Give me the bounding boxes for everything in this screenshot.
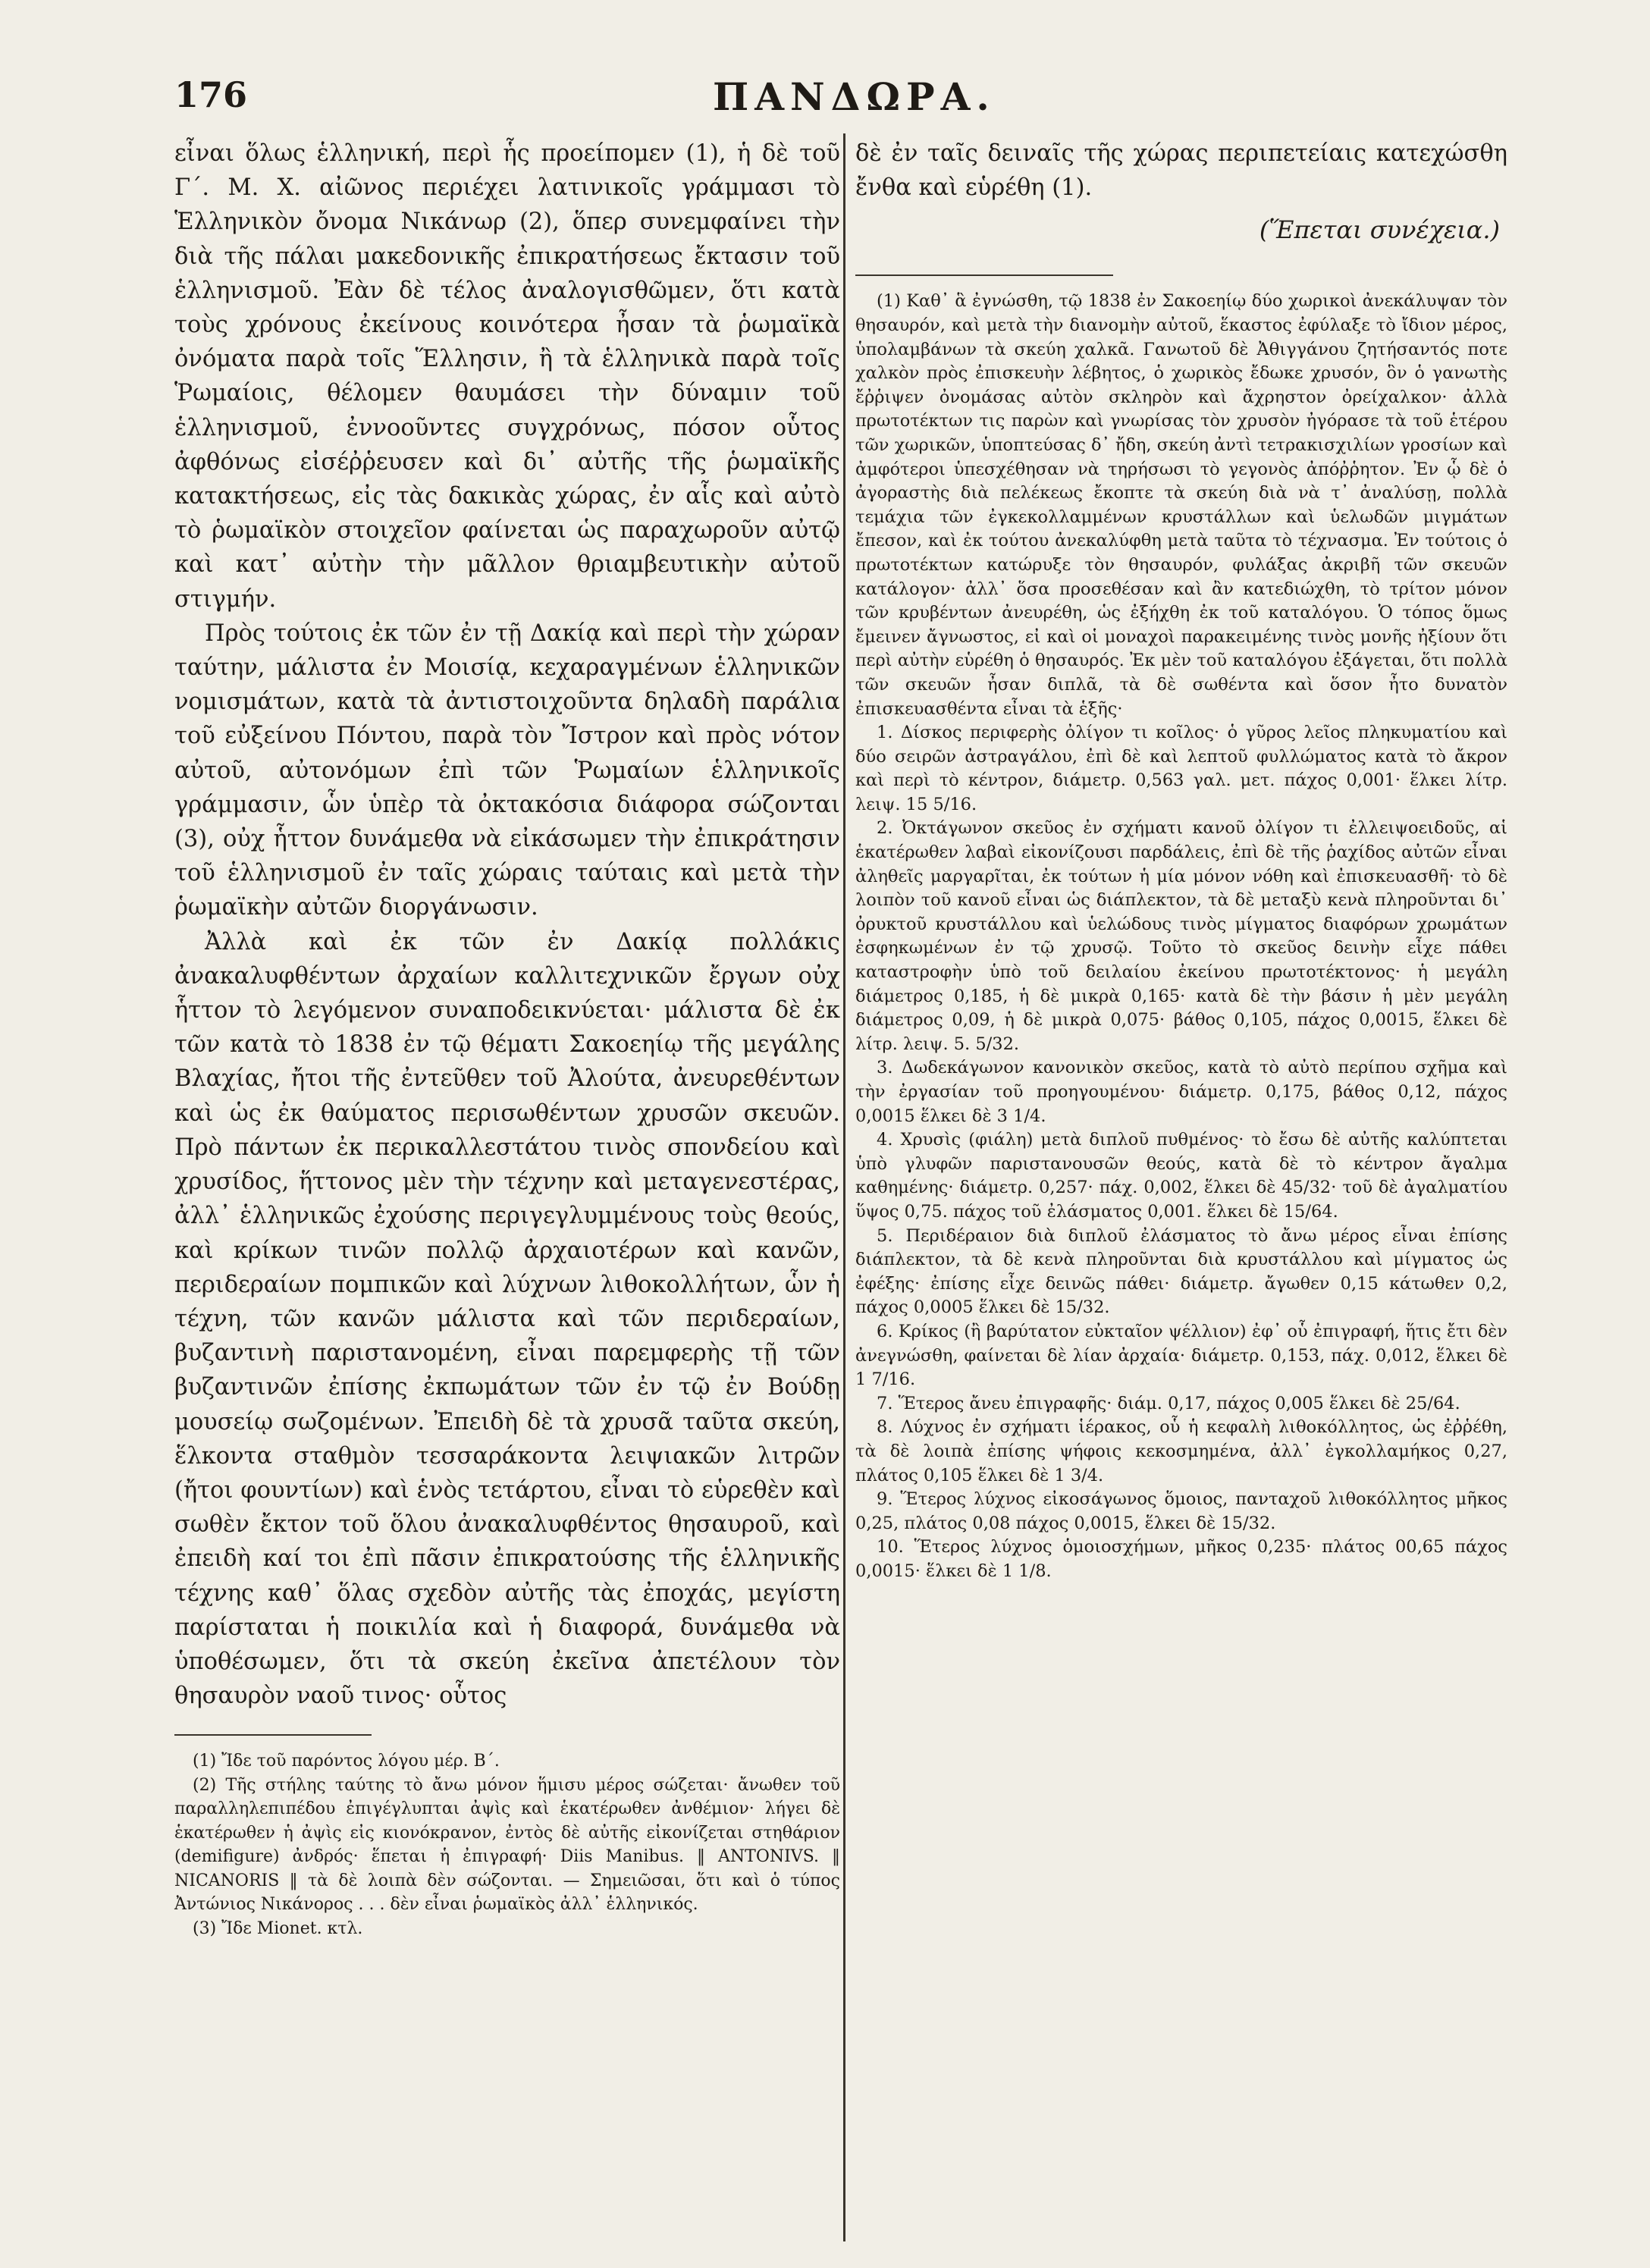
footnote-rule-right <box>855 274 1113 276</box>
continuation-note: (Ἕπεται συνέχεια.) <box>1259 215 1500 245</box>
list-item: 10. Ἕτερος λύχνος ὁμοιοσχήμων, μῆκος 0,235· πλάτος 00,65 πάχος 0,0015· ἕλκει δὲ 1 1/8. <box>855 1537 1507 1581</box>
list-item: 1. Δίσκος περιφερὴς ὀλίγον τι κοῖλος· ὁ γῦρος λεῖος πληκυματίου καὶ δύο σειρῶν ἀστραγάλου, ἐπὶ δὲ καὶ λεπτοῦ φυλλώματος κατὰ τὸ ἄκρον καὶ περὶ τὸ κέντρον, διάμετρ. 0,563 γαλ. μετ. πάχος 0,001· ἕλκει λίτρ. λειψ. 15 5/16. <box>855 723 1507 814</box>
list-item: 5. Περιδέραιον διὰ διπλοῦ ἐλάσματος τὸ ἄνω μέρος εἶναι ἐπίσης διάπλεκτον, τὰ δὲ κενὰ πληροῦνται διὰ κρυστάλλου καὶ μίγματος ὡς ἐφέξης· ἐπίσης εἶχε δεινῶς πάθει· διάμετρ. ἄγωθεν 0,15 κάτωθεν 0,2, πάχος 0,0005 ἕλκει δὲ 15/32. <box>855 1225 1507 1318</box>
running-head-title: ΠΑΝΔΩΡΑ. <box>713 74 996 119</box>
footnote-1: (1) Ἴδε τοῦ παρόντος λόγου μέρ. Β΄. <box>193 1752 500 1771</box>
right-column <box>855 136 1507 1583</box>
list-item: 6. Κρίκος (ἢ βαρύτατον εὐκταῖον ψέλλιον) ἐφ᾽ οὗ ἐπιγραφή, ἥτις ἔτι δὲν ἀνεγνώσθη, φαίνεται δὲ λίαν ἀρχαία· διάμετρ. 0,153, πάχ. 0,012, ἕλκει δὲ 1 7/16. <box>855 1321 1507 1390</box>
paragraph-2: Πρὸς τούτοις ἐκ τῶν ἐν τῇ Δακίᾳ καὶ περὶ τὴν χώραν ταύτην, μάλιστα ἐν Μοισίᾳ, κεχαραγμένων ἑλληνικῶν νομισμάτων, κατὰ τὰ ἀντιστοιχοῦντα δηλαδὴ παράλια τοῦ εὐξείνου Πόντου, παρὰ τὸν Ἴστρον καὶ πρὸς νότον αὐτοῦ, αὐτονόμων ἐπὶ τῶν Ῥωμαίων ἑλληνικοῖς γράμμασιν, ὧν ὑπὲρ τὰ ὀκτακόσια διάφορα σώζονται (3), οὐχ ἧττον δυνάμεθα νὰ εἰκάσωμεν τὴν ἐπικράτησιν τοῦ ἑλληνισμοῦ ἐν ταῖς χώραις ταύταις καὶ μετὰ τὴν ῥωμαϊκὴν αὐτῶν διοργάνωσιν. <box>174 620 840 921</box>
footnote-2: (2) Τῆς στήλης ταύτης τὸ ἄνω μόνον ἥμισυ μέρος σώζεται· ἄνωθεν τοῦ παραλληλεπιπέδου ἐπιγέγλυπται ἀψὶς καὶ ἑκατέρωθεν ἀνθέμιον· λήγει δὲ ἑκατέρωθεν ἡ ἀψὶς εἰς κιονόκρανον, ἐντὸς δὲ αὐτῆς εἰκονίζεται στηθάριον (demifigure) ἀνδρός· ἕπεται ἡ ἐπιγραφή· Diis Manibus. ‖ ANTONIVS. ‖ NICANORIS ‖ τὰ δὲ λοιπὰ δὲν σώζονται. — Σημειῶσαι, ὅτι καὶ ὁ τύπος Ἀντώνιος Νικάνορος . . . δὲν εἶναι ῥωμαϊκὸς ἀλλ᾽ ἑλληνικός. <box>174 1775 840 1915</box>
footnote-3: (3) Ἴδε Mionet. κτλ. <box>193 1918 363 1938</box>
list-item: 4. Χρυσὶς (φιάλη) μετὰ διπλοῦ πυθμένος· τὸ ἔσω δὲ αὐτῆς καλύπτεται ὑπὸ γλυφῶν παριστανουσῶν θεούς, κατὰ δὲ τὸ κέντρον ἄγαλμα καθημένης· διάμετρ. 0,257· πάχ. 0,002, ἕλκει δὲ 45/32· τοῦ δὲ ἀγαλματίου ὕψος 0,75. πάχος τοῦ ἐλάσματος 0,001. ἕλκει δὲ 15/64. <box>855 1130 1507 1222</box>
left-column <box>174 136 840 1940</box>
page-number: 176 <box>174 74 248 115</box>
paragraph-1: εἶναι ὅλως ἑλληνική, περὶ ἧς προείπομεν (1), ἡ δὲ τοῦ Γ΄. Μ. Χ. αἰῶνος περιέχει λατινικοῖς γράμμασι τὸ Ἑλληνικὸν ὄνομα Νικάνωρ (2), ὅπερ συνεμφαίνει τὴν διὰ τῆς πάλαι μακεδονικῆς ἐπικρατήσεως ἔκτασιν τοῦ ἑλληνισμοῦ. Ἐὰν δὲ τέλος ἀναλογισθῶμεν, ὅτι κατὰ τοὺς χρόνους ἐκείνους κοινότερα ἦσαν τὰ ῥωμαϊκὰ ὀνόματα παρὰ τοῖς Ἕλλησιν, ἢ τὰ ἑλληνικὰ παρὰ τοῖς Ῥωμαίοις, θέλομεν θαυμάσει τὴν δύναμιν τοῦ ἑλληνισμοῦ, ἐννοοῦντες συγχρόνως, πόσον οὗτος ἀφθόνως εἰσέῤῥευσεν καὶ δι᾽ αὐτῆς τῆς ῥωμαϊκῆς κατακτήσεως, εἰς τὰς δακικὰς χώρας, ἐν αἷς καὶ αὐτὸ τὸ ῥωμαϊκὸν στοιχεῖον φαίνεται ὡς παραχωροῦν αὐτῷ καὶ κατ᾽ αὐτὴν τὴν μᾶλλον θριαμβευτικὴν αὐτοῦ στιγμήν. <box>174 140 840 613</box>
right-top-text: δὲ ἐν ταῖς δειναῖς τῆς χώρας περιπετείαις κατεχώσθη ἔνθα καὶ εὑρέθη (1). <box>855 140 1507 202</box>
list-item: 8. Λύχνος ἐν σχήματι ἱέρακος, οὗ ἡ κεφαλὴ λιθοκόλλητος, ὡς ἐῤῥέθη, τὰ δὲ λοιπὰ ἐπίσης ψήφοις κεκοσμημένα, ἀλλ᾽ ἐγκολλαμήκος 0,27, πλάτος 0,105 ἕλκει δὲ 1 3/4. <box>855 1417 1507 1485</box>
list-item: 3. Δωδεκάγωνον κανονικὸν σκεῦος, κατὰ τὸ αὐτὸ περίπου σχῆμα καὶ τὴν ἐργασίαν τοῦ προηγουμένου· διάμετρ. 0,175, βάθος 0,12, πάχος 0,0015 ἕλκει δὲ 3 1/4. <box>855 1058 1507 1126</box>
list-item: 9. Ἕτερος λύχνος εἰκοσάγωνος ὅμοιος, πανταχοῦ λιθοκόλλητος μῆκος 0,25, πλάτος 0,08 πάχος 0,0015, ἕλκει δὲ 15/32. <box>855 1489 1507 1533</box>
list-item: 2. Ὀκτάγωνον σκεῦος ἐν σχήματι κανοῦ ὀλίγον τι ἐλλειψοειδοῦς, αἱ ἑκατέρωθεν λαβαὶ εἰκονίζουσι παρδάλεις, ἐπὶ δὲ τῆς ῥαχίδος αὐτῶν εἶναι ἀληθεῖς μαργαρῖται, ἐκ τούτων ἡ μία μόνον νόθη καὶ ἐπισκευασθῆ· τὸ δὲ λοιπὸν τοῦ κανοῦ εἶναι ὡς διάπλεκτον, τὰ δὲ μεταξὺ κενὰ πληροῦνται δι᾽ ὀρυκτοῦ κρυστάλλου καὶ ὑελώδους τινὸς μίγματος διαφόρων χρωμάτων ἐσφηκωμένων ἐν τῷ χρυσῷ. Τοῦτο τὸ σκεῦος δεινὴν εἶχε πάθει καταστροφὴν ὑπὸ τοῦ δειλαίου ἐκείνου πρωτοτέκτονος· ἡ μεγάλη διάμετρος 0,185, ἡ δὲ μικρὰ 0,165· κατὰ δὲ τὴν βάσιν ἡ μὲν μεγάλη διάμετρος 0,09, ἡ δὲ μικρὰ 0,075· βάθος 0,105, πάχος 0,0015, ἕλκει δὲ λίτρ. λειψ. 5. 5/32. <box>855 818 1507 1054</box>
column-divider <box>843 133 845 2241</box>
footnote-right-intro: (1) Καθ᾽ ἃ ἐγνώσθη, τῷ 1838 ἐν Σακοεηίῳ δύο χωρικοὶ ἀνεκάλυψαν τὸν θησαυρόν, καὶ μετὰ τὴν διανομὴν αὐτοῦ, ἕκαστος ἐφύλαξε τὸ ἴδιον μέρος, ὑπολαμβάνων τὰ σκεύη χαλκᾶ. Γανωτοῦ δὲ Ἀθιγγάνου ζητήσαντός ποτε χαλκὸν πρὸς ἐπισκευὴν λέβητος, ὁ χωρικὸς ἔδωκε χρυσόν, ὃν ὁ γανωτὴς ἔῤῥιψεν ὀνομάσας αὐτὸν σκληρὸν καὶ ἄχρηστον ὀρείχαλκον· ἀλλὰ πρωτοτέκτων τις παρὼν καὶ γνωρίσας τὸν χρυσὸν ἠγόρασε τὰ τοῦ ἑτέρου τῶν χωρικῶν, ὑποπτεύσας δ᾽ ἤδη, σκεύη ἀντὶ τετρακισχιλίων γροσίων καὶ ἀμφότεροι ὑπεσχέθησαν νὰ τηρήσωσι τὸ γεγονὸς ἀπόῤῥητον. Ἐν ᾧ δὲ ὁ ἀγοραστὴς διὰ πελέκεως ἔκοπτε τὰ σκεύη διὰ νὰ τ᾽ ἀναλύσῃ, πολλὰ τεμάχια τῶν ἐγκεκολλαμμένων κρυστάλλων καὶ ὑελωδῶν μιγμάτων ἔπεσον, καὶ ἐκ τούτου ἀνεκαλύφθη μετὰ ταῦτα τὸ τέχνασμα. Ἐν τούτοις ὁ πρωτοτέκτων κατώρυξε τὸν θησαυρόν, φυλάξας ἀκριβῆ τῶν σκευῶν κατάλογον· ἀλλ᾽ ὅσα προσεθέσαν καὶ ἂν κατεδιώχθη, τὸ τρίτον μόνον τῶν κρυβέντων ἀνευρέθη, ὡς ἐξήχθη ἐκ τοῦ καταλόγου. Ὁ τόπος ὅμως ἔμεινεν ἄγνωστος, εἰ καὶ οἱ μοναχοὶ παρακειμένης τινὸς μονῆς ἠξίουν ὅτι περὶ αὐτὴν εὑρέθη ὁ θησαυρός. Ἐκ μὲν τοῦ καταλόγου ἐξάγεται, ὅτι πολλὰ τῶν σκευῶν ἦσαν διπλᾶ, τὰ δὲ σωθέντα καὶ ὅσον ἦτο δυνατὸν ἐπισκευασθέντα εἶναι τὰ ἑξῆς· <box>855 291 1507 719</box>
footnote-rule <box>174 1734 372 1736</box>
list-item: 7. Ἕτερος ἄνευ ἐπιγραφῆς· διάμ. 0,17, πάχος 0,005 ἕλκει δὲ 25/64. <box>877 1393 1460 1413</box>
paragraph-3: Ἀλλὰ καὶ ἐκ τῶν ἐν Δακίᾳ πολλάκις ἀνακαλυφθέντων ἀρχαίων καλλιτεχνικῶν ἔργων οὐχ ἧττον τὸ λεγόμενον συναποδεικνύεται· μάλιστα δὲ ἐκ τῶν κατὰ τὸ 1838 ἐν τῷ θέματι Σακοεηίῳ τῆς μεγάλης Βλαχίας, ἤτοι τῆς ἐντεῦθεν τοῦ Ἀλούτα, ἀνευρεθέντων καὶ ὡς ἐκ θαύματος περισωθέντων χρυσῶν σκευῶν. Πρὸ πάντων ἐκ περικαλλεστάτου τινὸς σπονδείου καὶ χρυσίδος, ἥττονος μὲν τὴν τέχνην καὶ μεταγενεστέρας, ἀλλ᾽ ἑλληνικῶς ἐχούσης περιγεγλυμμένους τοὺς θεούς, καὶ κρίκων τινῶν πολλῷ ἀρχαιοτέρων καὶ κανῶν, περιδεραίων πομπικῶν καὶ λύχνων λιθοκολλήτων, ὧν ἡ τέχνη, τῶν κανῶν μάλιστα καὶ τῶν περιδεραίων, βυζαντινὴ παριστανομένη, εἶναι παρεμφερὴς τῇ τῶν βυζαντινῶν ἐπίσης ἐκπωμάτων τῶν ἐν τῷ ἐν Βούδῃ μουσείῳ σωζομένων. Ἐπειδὴ δὲ τὰ χρυσᾶ ταῦτα σκεύη, ἕλκοντα σταθμὸν τεσσαράκοντα λειψιακῶν λιτρῶν (ἤτοι φουντίων) καὶ ἑνὸς τετάρτου, εἶναι τὸ εὑρεθὲν καὶ σωθὲν ἔκτον τοῦ ὅλου ἀνακαλυφθέντος θησαυροῦ, καὶ ἐπειδὴ καί τοι ἐπὶ πᾶσιν ἐπικρατούσης τῆς ἑλληνικῆς τέχνης καθ᾽ ὅλας σχεδὸν αὐτῆς τὰς ἐποχάς, μεγίστη παρίσταται ἡ ποικιλία καὶ ἡ διαφορά, δυνάμεθα νὰ ὑποθέσωμεν, ὅτι τὰ σκεύη ἐκεῖνα ἀπετέλουν τὸν θησαυρὸν ναοῦ τινος· οὗτος <box>174 928 840 1710</box>
